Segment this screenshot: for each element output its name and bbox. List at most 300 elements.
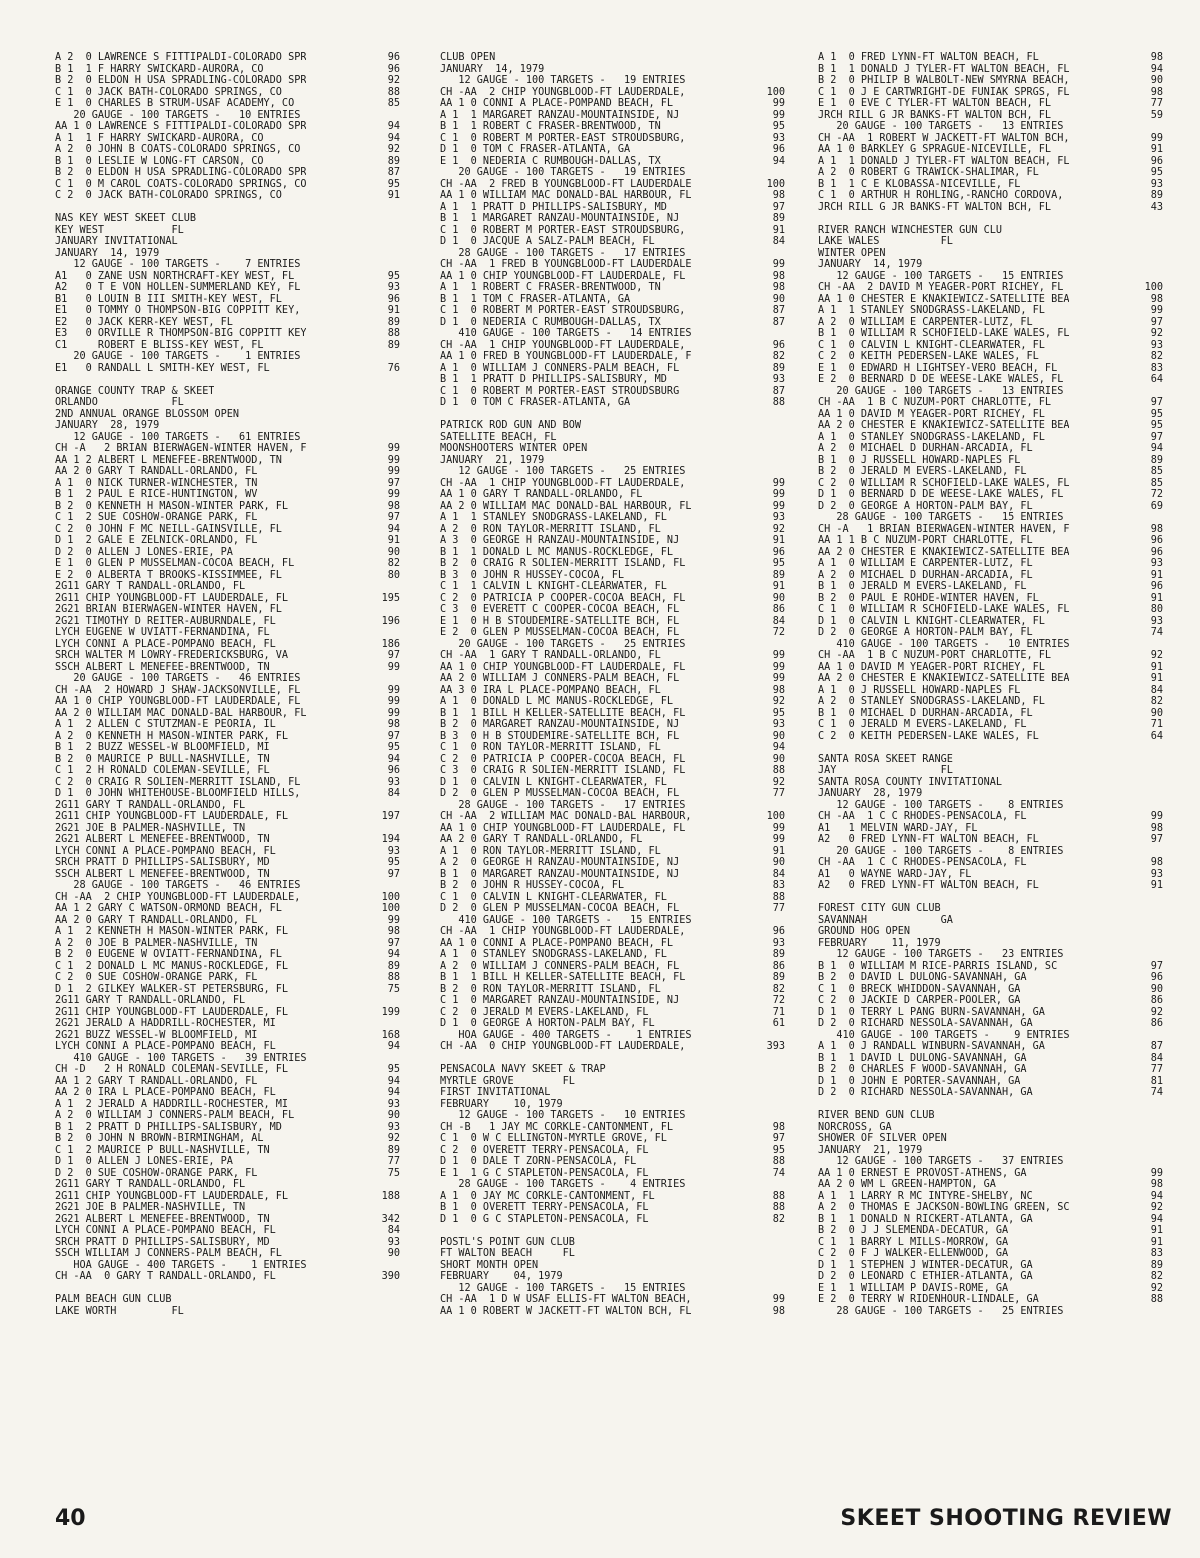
entry-score: 92 [1150, 1006, 1163, 1018]
entry-text: 410 GAUGE - 100 TARGETS - 39 ENTRIES [55, 1052, 307, 1064]
entry-score: 88 [772, 1156, 785, 1167]
entry-text: D 1 0 GEORGE A HORTON-PALM BAY, FL [440, 1018, 655, 1029]
entry-text: CH -AA 1 C C RHODES-PENSACOLA, FL [818, 811, 1027, 822]
entry-text: 20 GAUGE - 100 TARGETS - 46 ENTRIES [55, 673, 301, 684]
entry-score [396, 397, 400, 409]
entry-text: A 1 0 RON TAYLOR-MERRITT ISLAND, FL [440, 845, 661, 857]
entry-text: C 1 0 ARTHUR H ROHLING,-RANCHO CORDOVA, [818, 190, 1064, 201]
result-line [818, 570, 1163, 582]
entry-text: C 1 0 M CAROL COATS-COLORADO SPRINGS, CO [55, 178, 307, 190]
entry-score: 90 [772, 293, 785, 305]
result-line [818, 75, 1163, 87]
entry-text: C 2 0 F J WALKER-ELLENWOOD, GA [818, 1248, 1009, 1259]
entry-score: 96 [387, 765, 400, 776]
result-line [440, 581, 785, 593]
entry-score: 80 [387, 569, 400, 581]
entry-text: B 2 0 MARGARET RANZAU-MOUNTAINSIDE, NJ [440, 719, 680, 730]
result-line [440, 639, 785, 651]
result-line [818, 133, 1163, 145]
entry-score: 88 [387, 972, 400, 983]
entry-text: AA 2 0 GARY T RANDALL-ORLANDO, FL [55, 466, 258, 477]
entry-score: 99 [772, 98, 785, 109]
entry-text: B 1 1 F HARRY SWICKARD-AURORA, CO [55, 63, 264, 75]
result-line [818, 98, 1163, 110]
result-line [818, 1110, 1163, 1122]
entry-text: C 2 0 KEITH PEDERSEN-LAKE WALES, FL [818, 730, 1039, 742]
entry-score: 96 [772, 339, 785, 351]
result-line [818, 1041, 1163, 1053]
result-line [55, 1237, 400, 1249]
entry-text: CH -A 1 BRIAN BIERWAGEN-WINTER HAVEN, F [818, 523, 1070, 535]
result-line [818, 1260, 1163, 1272]
entry-text: E1 0 TOMMY O THOMPSON-BIG COPPITT KEY, [55, 305, 301, 316]
result-line [55, 340, 400, 352]
entry-text: 12 GAUGE - 100 TARGETS - 23 ENTRIES [818, 949, 1064, 960]
entry-score: 77 [772, 788, 785, 799]
entry-score [1159, 236, 1163, 248]
result-line [440, 535, 785, 547]
entry-score: 100 [1144, 282, 1163, 293]
entry-score [1159, 386, 1163, 398]
entry-score [781, 443, 785, 455]
entry-score [781, 1225, 785, 1237]
blank-line [818, 892, 1163, 904]
entry-score: 98 [1150, 293, 1163, 305]
entry-text: E 2 0 TERRY W RIDENHOUR-LINDALE, GA [818, 1294, 1039, 1305]
entry-text: SRCH PRATT D PHILLIPS-SALISBURY, MD [55, 857, 270, 868]
entry-text: 2G11 GARY T RANDALL-ORLANDO, FL [55, 581, 246, 592]
entry-score [396, 1053, 400, 1065]
entry-text: 2G21 JERALD A HADDRILL-ROCHESTER, MI [55, 1018, 276, 1029]
entry-text: 2G21 JOE B PALMER-NASHVILLE, TN [55, 822, 246, 834]
result-line [818, 1294, 1163, 1306]
result-line [55, 662, 400, 674]
entry-score: 95 [387, 270, 400, 282]
result-line [440, 432, 785, 444]
entry-score: 94 [1150, 443, 1163, 454]
entry-score: 92 [772, 776, 785, 788]
result-line [440, 317, 785, 329]
entry-text: B 3 0 H B STOUDEMIRE-SATELLITE BCH, FL [440, 730, 680, 742]
result-line [440, 190, 785, 202]
result-line [440, 524, 785, 536]
result-line [818, 179, 1163, 191]
result-line [55, 213, 400, 225]
entry-text: CH -A 2 BRIAN BIERWAGEN-WINTER HAVEN, F [55, 443, 307, 454]
entry-text: B 1 2 PAUL E RICE-HUNTINGTON, WV [55, 489, 258, 500]
entry-text: 2G21 ALBERT L MENEFEE-BRENTWOOD, TN [55, 1213, 270, 1225]
result-line [440, 984, 785, 996]
result-line [440, 466, 785, 478]
result-line [818, 685, 1163, 697]
entry-text: CH -AA 2 HOWARD J SHAW-JACKSONVILLE, FL [55, 684, 301, 696]
entry-score: 83 [1150, 362, 1163, 374]
entry-text: E1 0 RANDALL L SMITH-KEY WEST, FL [55, 362, 270, 374]
result-line [440, 328, 785, 340]
entry-text: 2G11 GARY T RANDALL-ORLANDO, FL [55, 799, 246, 811]
entry-text: CH -AA 1 FRED B YOUNGBLOOD-FT LAUDERDALE [440, 259, 692, 270]
entry-text: JRCH RILL G JR BANKS-FT WALTON BCH, FL [818, 109, 1052, 121]
entry-score [781, 466, 785, 478]
entry-score: 99 [387, 466, 400, 477]
entry-score: 89 [387, 339, 400, 351]
result-line [440, 259, 785, 271]
entry-score [396, 110, 400, 122]
result-line [440, 811, 785, 823]
entry-score: 83 [1150, 1248, 1163, 1259]
entry-score [396, 236, 400, 248]
entry-score: 199 [381, 1006, 400, 1018]
entry-score [396, 604, 400, 616]
entry-text: D 1 2 GALE E ZELNICK-ORLANDO, FL [55, 535, 258, 546]
entry-score: 91 [1150, 661, 1163, 673]
entry-score: 71 [1150, 719, 1163, 730]
result-line [55, 708, 400, 720]
entry-text: B 1 1 DONALD N RICKERT-ATLANTA, GA [818, 1213, 1033, 1225]
entry-score: 99 [387, 707, 400, 719]
result-line [440, 742, 785, 754]
entry-score: 99 [1150, 305, 1163, 316]
result-line [55, 294, 400, 306]
entry-text: C 1 0 BRECK WHIDDON-SAVANNAH, GA [818, 983, 1021, 995]
blank-line [440, 1053, 785, 1065]
entry-text: 12 GAUGE - 100 TARGETS - 37 ENTRIES [818, 1156, 1064, 1167]
entry-score [396, 1179, 400, 1191]
result-line [440, 121, 785, 133]
result-line [818, 420, 1163, 432]
entry-text: AA 1 1 B C NUZUM-PORT CHARLOTTE, FL [818, 535, 1033, 546]
entry-score: 88 [772, 765, 785, 776]
result-line [55, 616, 400, 628]
entry-text: B 2 0 JOHN N BROWN-BIRMINGHAM, AL [55, 1133, 264, 1144]
result-line [440, 627, 785, 639]
entry-text: B 2 0 KENNETH H MASON-WINTER PARK, FL [55, 500, 289, 512]
entry-text: CH -AA 1 CHIP YOUNGBLOOD-FT LAUDERDALE, [440, 926, 686, 937]
entry-text: JANUARY 14, 1979 [440, 63, 545, 75]
result-line [818, 466, 1163, 478]
result-line [55, 627, 400, 639]
entry-text: A 2 0 STANLEY SNODGRASS-LAKELAND, FL [818, 696, 1045, 707]
entry-score: 99 [387, 661, 400, 673]
result-line [55, 1030, 400, 1042]
result-line [818, 984, 1163, 996]
entry-score: 83 [772, 880, 785, 891]
entry-score: 342 [381, 1213, 400, 1225]
result-line [818, 225, 1163, 237]
entry-score: 90 [387, 1110, 400, 1121]
result-line [55, 1202, 400, 1214]
entry-score [396, 1202, 400, 1214]
entry-score: 99 [772, 259, 785, 270]
entry-score: 99 [772, 822, 785, 834]
result-line [440, 938, 785, 950]
entry-score: 72 [772, 995, 785, 1006]
result-line [55, 156, 400, 168]
result-line [818, 616, 1163, 628]
entry-text: A 1 1 F HARRY SWICKARD-AURORA, CO [55, 132, 264, 144]
entry-score [396, 432, 400, 444]
result-line [818, 1133, 1163, 1145]
entry-text: C 1 0 CALVIN L KNIGHT-CLEARWATER, FL [818, 339, 1045, 351]
entry-text: C 1 0 JERALD M EVERS-LAKELAND, FL [818, 719, 1027, 730]
entry-score: 98 [1150, 52, 1163, 63]
entry-score: 90 [1150, 75, 1163, 86]
entry-text: 2G11 CHIP YOUNGBLOOD-FT LAUDERDALE, FL [55, 1190, 289, 1202]
entry-text: D 1 1 STEPHEN J WINTER-DECATUR, GA [818, 1259, 1033, 1271]
entry-score: 97 [387, 477, 400, 489]
entry-score: 97 [387, 650, 400, 661]
result-line [818, 731, 1163, 743]
result-line [55, 880, 400, 892]
entry-score: 94 [387, 949, 400, 960]
entry-text: RIVER RANCH WINCHESTER GUN CLU [818, 224, 1003, 236]
entry-text: E 1 1 WILLIAM P DAVIS-ROME, GA [818, 1282, 1009, 1294]
entry-text: AA 1 0 GARY T RANDALL-ORLANDO, FL [440, 489, 643, 500]
entry-text: B 1 1 PRATT D PHILLIPS-SALISBURY, MD [440, 374, 667, 385]
entry-text: A 2 0 GEORGE H RANZAU-MOUNTAINSIDE, NJ [440, 857, 680, 868]
entry-text: AA 1 0 CHIP YOUNGBLOOD-FT LAUDERDALE, FL [440, 270, 686, 282]
entry-text: 20 GAUGE - 100 TARGETS - 13 ENTRIES [818, 385, 1064, 397]
entry-text: 2G11 GARY T RANDALL-ORLANDO, FL [55, 1179, 246, 1190]
entry-score: 95 [772, 558, 785, 569]
entry-text: B 1 1 TOM C FRASER-ATLANTA, GA [440, 293, 631, 305]
result-line [440, 225, 785, 237]
result-line [55, 1122, 400, 1134]
result-line [440, 110, 785, 122]
entry-score: 82 [772, 983, 785, 995]
result-line [55, 328, 400, 340]
entry-text: C 2 0 JACK BATH-COLORADO SPRINGS, CO [55, 190, 282, 201]
result-line [55, 1168, 400, 1180]
entry-score: 89 [772, 362, 785, 374]
entry-text: D 1 0 TOM C FRASER-ATLANTA, GA [440, 144, 631, 155]
result-line [818, 627, 1163, 639]
entry-text: AA 1 0 CHIP YOUNGBLOOD-FT LAUDERDALE, FL [440, 661, 686, 673]
entry-score: 93 [1150, 178, 1163, 190]
result-line [440, 880, 785, 892]
entry-text: SSCH ALBERT L MENEFEE-BRENTWOOD, TN [55, 868, 270, 880]
result-line [818, 1018, 1163, 1030]
entry-score: 100 [766, 86, 785, 98]
result-line [55, 1248, 400, 1260]
entry-text: JANUARY 14, 1979 [55, 247, 160, 259]
entry-score [396, 995, 400, 1007]
entry-text: C 1 0 JACK BATH-COLORADO SPRINGS, CO [55, 86, 282, 98]
entry-score: 94 [1150, 1213, 1163, 1225]
entry-score: 100 [766, 178, 785, 190]
result-line [440, 1076, 785, 1088]
entry-score: 186 [381, 638, 400, 650]
entry-text: D 2 0 RICHARD NESSOLA-SAVANNAH, GA [818, 1087, 1033, 1098]
result-line [440, 558, 785, 570]
entry-text: 12 GAUGE - 100 TARGETS - 25 ENTRIES [440, 466, 686, 477]
entry-text: JANUARY 21, 1979 [440, 454, 545, 466]
entry-text: AA 2 0 GARY T RANDALL-ORLANDO, FL [440, 834, 643, 845]
entry-text: E 1 0 H B STOUDEMIRE-SATELLITE BCH, FL [440, 615, 680, 627]
entry-score: 92 [1150, 1282, 1163, 1294]
result-line [55, 604, 400, 616]
entry-score: 86 [1150, 1018, 1163, 1029]
entry-text: A 1 0 J RANDALL WINBURN-SAVANNAH, GA [818, 1041, 1045, 1052]
result-line [818, 857, 1163, 869]
entry-score: 93 [772, 512, 785, 523]
result-line [55, 1145, 400, 1157]
result-line [818, 489, 1163, 501]
entry-score: 93 [387, 1236, 400, 1248]
entry-score: 90 [772, 592, 785, 604]
entry-text: LAKE WORTH FL [55, 1305, 184, 1317]
result-line [440, 294, 785, 306]
result-line [440, 478, 785, 490]
entry-score: 94 [1150, 63, 1163, 75]
entry-score: 89 [772, 213, 785, 224]
result-line [440, 593, 785, 605]
result-line [818, 1156, 1163, 1168]
result-line [55, 892, 400, 904]
result-line [440, 754, 785, 766]
result-line [440, 1041, 785, 1053]
entry-text: A 1 1 ROBERT C FRASER-BRENTWOOD, TN [440, 282, 661, 293]
entry-score: 89 [1150, 454, 1163, 466]
entry-score: 91 [387, 535, 400, 546]
entry-score: 74 [1150, 1087, 1163, 1098]
entry-score: 61 [772, 1018, 785, 1029]
result-line [440, 98, 785, 110]
result-line [440, 340, 785, 352]
entry-text: C 1 2 MAURICE P BULL-NASHVILLE, TN [55, 1144, 270, 1156]
result-line [55, 984, 400, 996]
result-line [818, 777, 1163, 789]
result-line [440, 570, 785, 582]
entry-text: 12 GAUGE - 100 TARGETS - 61 ENTRIES [55, 431, 301, 443]
result-line [440, 777, 785, 789]
result-line [55, 1306, 400, 1318]
entry-score: 96 [387, 63, 400, 75]
entry-text: A 1 0 STANLEY SNODGRASS-LAKELAND, FL [440, 949, 667, 960]
result-line [818, 455, 1163, 467]
entry-score: 93 [1150, 558, 1163, 569]
entry-text: 2G21 TIMOTHY D REITER-AUBURNDALE, FL [55, 615, 276, 627]
entry-text: C 1 1 CALVIN L KNIGHT-CLEARWATER, FL [440, 581, 667, 592]
entry-score: 100 [381, 903, 400, 914]
entry-score: 97 [772, 201, 785, 213]
entry-score [396, 213, 400, 225]
entry-score [1159, 1122, 1163, 1134]
entry-text: C 3 0 CRAIG R SOLIEN-MERRITT ISLAND, FL [440, 765, 686, 776]
result-line [818, 202, 1163, 214]
result-line [55, 731, 400, 743]
entry-text: 410 GAUGE - 100 TARGETS - 9 ENTRIES [818, 1029, 1070, 1041]
entry-text: C 1 0 ROBERT M PORTER-EAST STROUDSBURG [440, 385, 680, 397]
result-line [440, 903, 785, 915]
result-line [818, 1202, 1163, 1214]
result-line [818, 1191, 1163, 1203]
entry-text: A 2 0 MICHAEL D DURHAN-ARCADIA, FL [818, 569, 1033, 581]
result-line [818, 328, 1163, 340]
entry-score [396, 202, 400, 214]
result-line [55, 1271, 400, 1283]
result-line [440, 52, 785, 64]
result-line [440, 708, 785, 720]
result-line [818, 1306, 1163, 1318]
entry-text: C 1 0 WILLIAM R SCHOFIELD-LAKE WALES, FL [818, 604, 1070, 615]
entry-score: 89 [387, 960, 400, 972]
entry-score: 72 [772, 627, 785, 638]
entry-score: 99 [772, 109, 785, 121]
entry-text: MYRTLE GROVE FL [440, 1075, 575, 1087]
entry-score: 98 [772, 190, 785, 201]
entry-text: A 1 0 JAY MC CORKLE-CANTONMENT, FL [440, 1190, 655, 1202]
entry-score [781, 420, 785, 432]
result-line [55, 1191, 400, 1203]
entry-text: 2G21 JOE B PALMER-NASHVILLE, TN [55, 1202, 246, 1213]
result-line [440, 685, 785, 697]
entry-text: D 1 0 JOHN E PORTER-SAVANNAH, GA [818, 1075, 1021, 1087]
entry-text: A 2 0 THOMAS E JACKSON-BOWLING GREEN, SC [818, 1202, 1070, 1213]
entry-text: B 1 0 MARGARET RANZAU-MOUNTAINSIDE, NJ [440, 868, 680, 880]
entry-score [396, 386, 400, 398]
entry-text: E 2 0 BERNARD D DE WEESE-LAKE WALES, FL [818, 374, 1064, 385]
entry-score [781, 52, 785, 64]
entry-text: A1 0 ZANE USN NORTHCRAFT-KEY WEST, FL [55, 270, 295, 282]
entry-text: C 2 0 PATRICIA P COOPER-COCOA BEACH, FL [440, 753, 686, 765]
entry-score: 94 [387, 132, 400, 144]
entry-text: C 2 0 SUE COSHOW-ORANGE PARK, FL [55, 972, 258, 983]
entry-score: 90 [1150, 707, 1163, 719]
entry-score [781, 639, 785, 651]
entry-score [781, 455, 785, 467]
result-line [55, 685, 400, 697]
entry-text: SHORT MONTH OPEN [440, 1259, 539, 1271]
entry-score [1159, 1110, 1163, 1122]
result-line [818, 409, 1163, 421]
entry-score [781, 1110, 785, 1122]
entry-text: B 1 0 J RUSSELL HOWARD-NAPLES FL [818, 454, 1021, 466]
entry-score: 98 [772, 1121, 785, 1133]
entry-text: B 2 0 CHARLES F WOOD-SAVANNAH, GA [818, 1064, 1027, 1075]
entry-text: CH -AA 1 GARY T RANDALL-ORLANDO, FL [440, 650, 661, 661]
result-line [440, 1179, 785, 1191]
entry-text: FT WALTON BEACH FL [440, 1248, 575, 1259]
result-line [440, 75, 785, 87]
entry-text: SATELLITE BEACH, FL [440, 431, 557, 443]
entry-text: B 1 0 WILLIAM R SCHOFIELD-LAKE WALES, FL [818, 328, 1070, 339]
entry-text: C 2 0 WILLIAM R SCHOFIELD-LAKE WALES, FL [818, 477, 1070, 489]
result-line [55, 1179, 400, 1191]
result-line [440, 995, 785, 1007]
entry-score [1159, 765, 1163, 777]
entry-text: D 1 0 JACQUE A SALZ-PALM BEACH, FL [440, 236, 655, 247]
result-line [818, 52, 1163, 64]
entry-score: 77 [1150, 1064, 1163, 1075]
result-line [440, 1283, 785, 1295]
entry-text: CH -AA 0 GARY T RANDALL-ORLANDO, FL [55, 1271, 276, 1282]
entry-text: 28 GAUGE - 100 TARGETS - 46 ENTRIES [55, 880, 301, 891]
entry-score: 99 [772, 477, 785, 489]
entry-score [1159, 639, 1163, 651]
entry-text: C 1 0 ROBERT M PORTER-EAST STROUDSBURG, [440, 224, 686, 236]
entry-text: C 1 0 CALVIN L KNIGHT-CLEARWATER, FL [440, 891, 667, 903]
result-line [818, 535, 1163, 547]
entry-score: 100 [766, 811, 785, 822]
result-line [818, 961, 1163, 973]
result-line [55, 64, 400, 76]
entry-score: 85 [1150, 477, 1163, 489]
entry-text: 12 GAUGE - 100 TARGETS - 15 ENTRIES [818, 270, 1064, 282]
entry-score [1159, 259, 1163, 271]
entry-score: 94 [387, 1087, 400, 1098]
entry-score [1159, 846, 1163, 858]
